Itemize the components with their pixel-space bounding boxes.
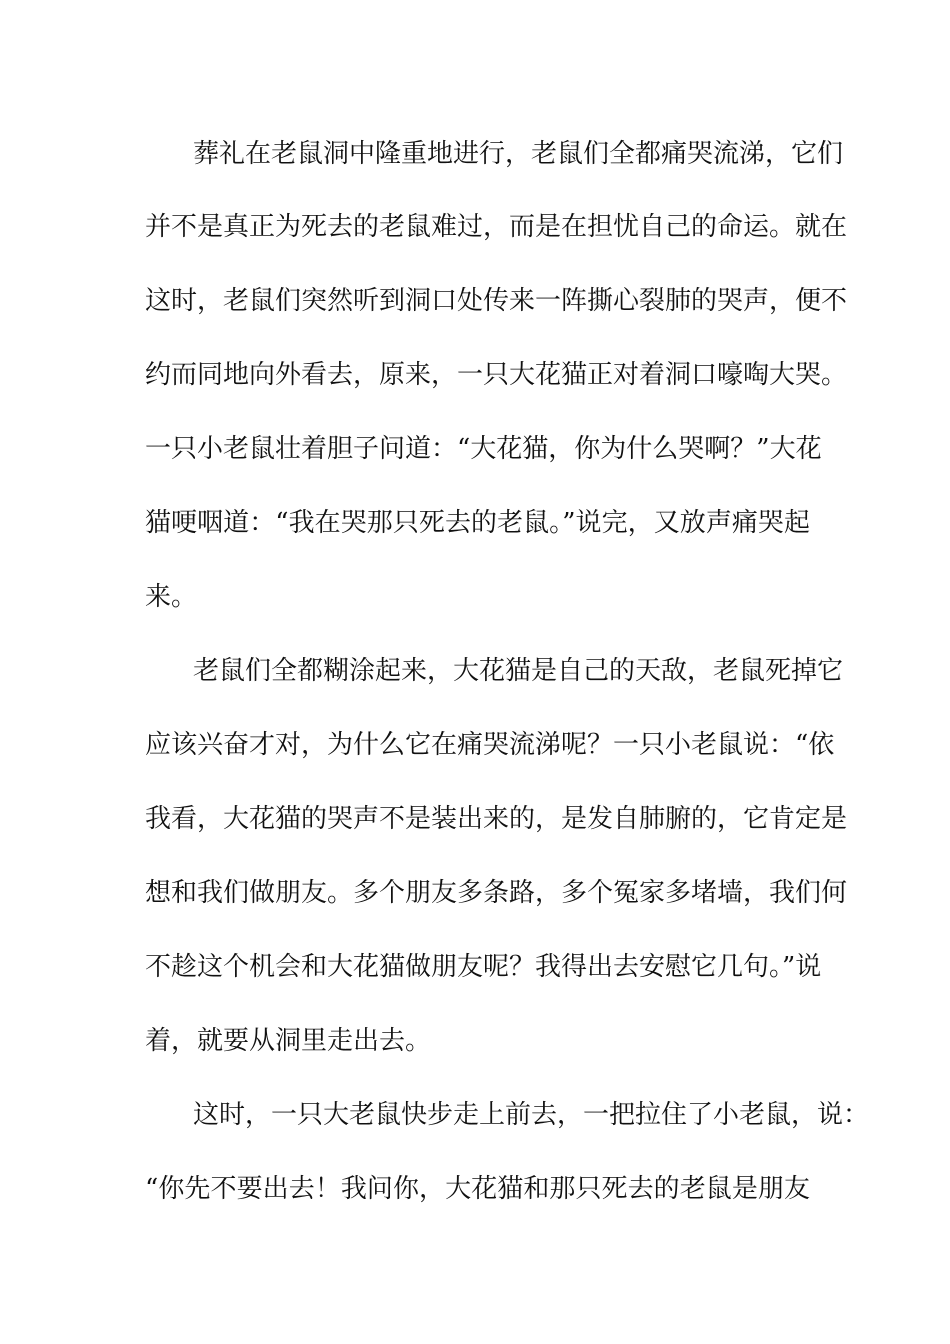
paragraph-2-line-6: 着，就要从洞里走出去。 <box>145 1026 432 1056</box>
paragraph-3-line-1: 这时，一只大老鼠快步走上前去，一把拉住了小老鼠，说： <box>193 1100 870 1130</box>
paragraph-1-line-2: 并不是真正为死去的老鼠难过，而是在担忧自己的命运。就在 <box>145 212 848 242</box>
paragraph-1-line-3: 这时，老鼠们突然听到洞口处传来一阵撕心裂肺的哭声，便不 <box>145 286 848 316</box>
paragraph-2-line-3: 我看，大花猫的哭声不是装出来的，是发自肺腑的，它肯定是 <box>145 804 848 834</box>
paragraph-2-line-4: 想和我们做朋友。多个朋友多条路，多个冤家多堵墙，我们何 <box>145 878 848 908</box>
paragraph-1-line-6: 猫哽咽道：“我在哭那只死去的老鼠。”说完，又放声痛哭起 <box>145 508 810 538</box>
paragraph-1-line-7: 来。 <box>145 582 198 612</box>
paragraph-3-line-2: “你先不要出去！我问你，大花猫和那只死去的老鼠是朋友 <box>145 1174 810 1204</box>
paragraph-2-line-2: 应该兴奋才对，为什么它在痛哭流涕呢？一只小老鼠说：“依 <box>145 730 835 760</box>
paragraph-1-line-1: 葬礼在老鼠洞中隆重地进行，老鼠们全都痛哭流涕，它们 <box>193 139 844 169</box>
paragraph-2-line-5: 不趁这个机会和大花猫做朋友呢？我得出去安慰它几句。”说 <box>145 952 822 982</box>
paragraph-2-line-1: 老鼠们全都糊涂起来，大花猫是自己的天敌，老鼠死掉它 <box>193 656 844 686</box>
paragraph-1-line-4: 约而同地向外看去，原来，一只大花猫正对着洞口嚎啕大哭。 <box>145 360 848 390</box>
paragraph-1-line-5: 一只小老鼠壮着胆子问道：“大花猫，你为什么哭啊？”大花 <box>145 434 822 464</box>
